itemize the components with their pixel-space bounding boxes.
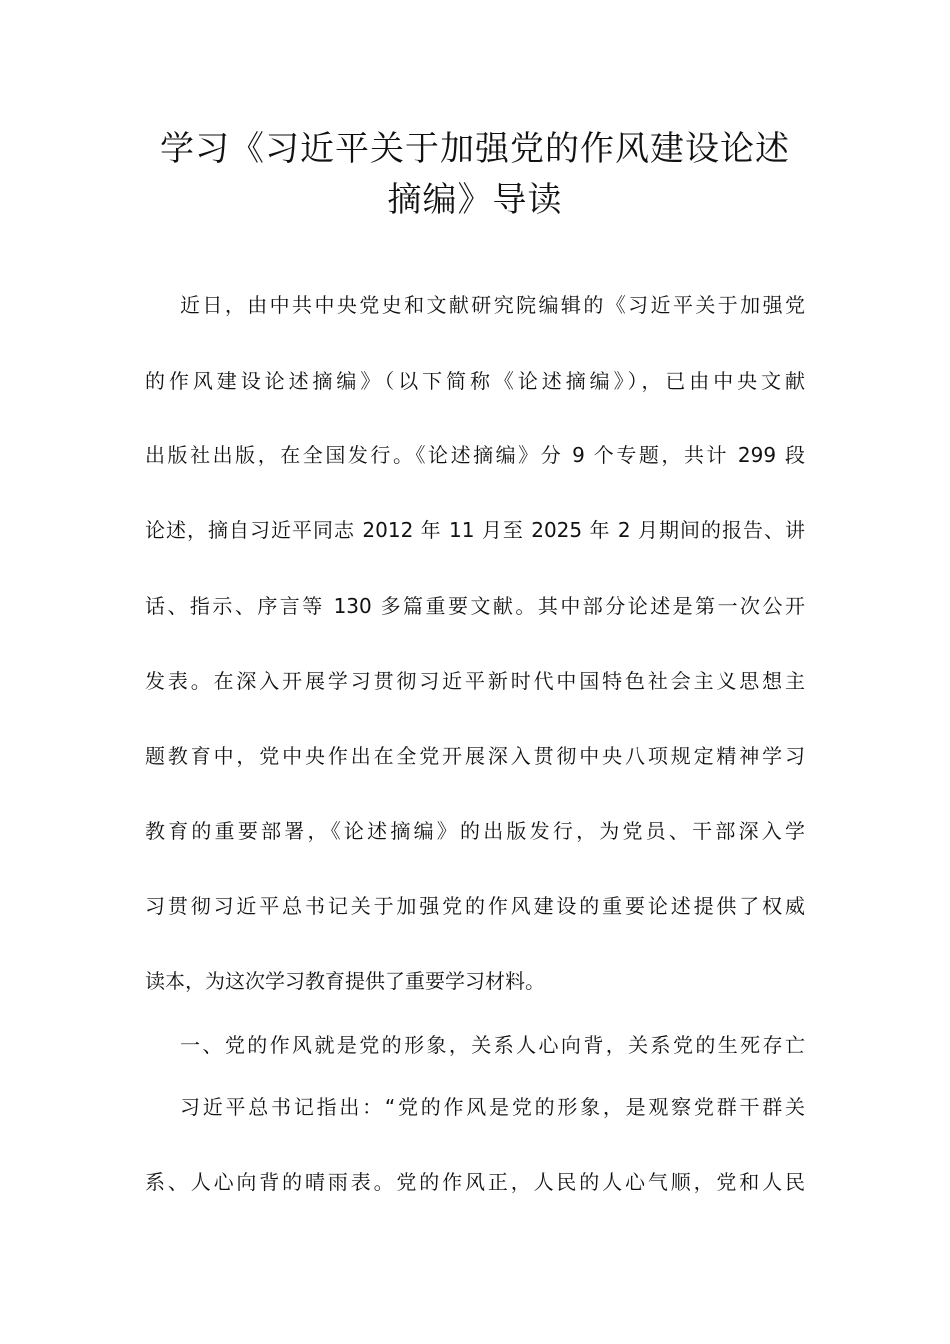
paragraph-line: 发表。在深入开展学习贯彻习近平新时代中国特色社会主义思想主 [145, 669, 805, 693]
paragraph-line: 话、指示、序言等 130 多篇重要文献。其中部分论述是第一次公开 [145, 594, 805, 618]
paragraph-line: 习近平总书记指出：“党的作风是党的形象，是观察党群干群关 [180, 1095, 805, 1119]
paragraph-line: 系、人心向背的晴雨表。党的作风正，人民的人心气顺，党和人民 [145, 1170, 805, 1194]
paragraph-line: 论述，摘自习近平同志 2012 年 11 月至 2025 年 2 月期间的报告、讲 [145, 518, 805, 542]
paragraph-line: 近日，由中共中央党史和文献研究院编辑的《习近平关于加强党 [180, 293, 805, 317]
paragraph-line: 出版社出版，在全国发行。《论述摘编》分 9 个专题，共计 299 段 [145, 443, 805, 467]
document-title-line-1: 学习《习近平关于加强党的作风建设论述 [160, 129, 790, 169]
paragraph-line: 读本，为这次学习教育提供了重要学习材料。 [145, 969, 545, 993]
document-title-line-2: 摘编》导读 [387, 180, 563, 220]
paragraph-line: 教育的重要部署，《论述摘编》的出版发行，为党员、干部深入学 [145, 819, 805, 843]
paragraph-line: 的作风建设论述摘编》（以下简称《论述摘编》），已由中央文献 [145, 369, 805, 393]
paragraph-line: 题教育中，党中央作出在全党开展深入贯彻中央八项规定精神学习 [145, 744, 805, 768]
section-heading: 一、党的作风就是党的形象，关系人心向背，关系党的生死存亡 [180, 1033, 805, 1057]
paragraph-line: 习贯彻习近平总书记关于加强党的作风建设的重要论述提供了权威 [145, 894, 805, 918]
